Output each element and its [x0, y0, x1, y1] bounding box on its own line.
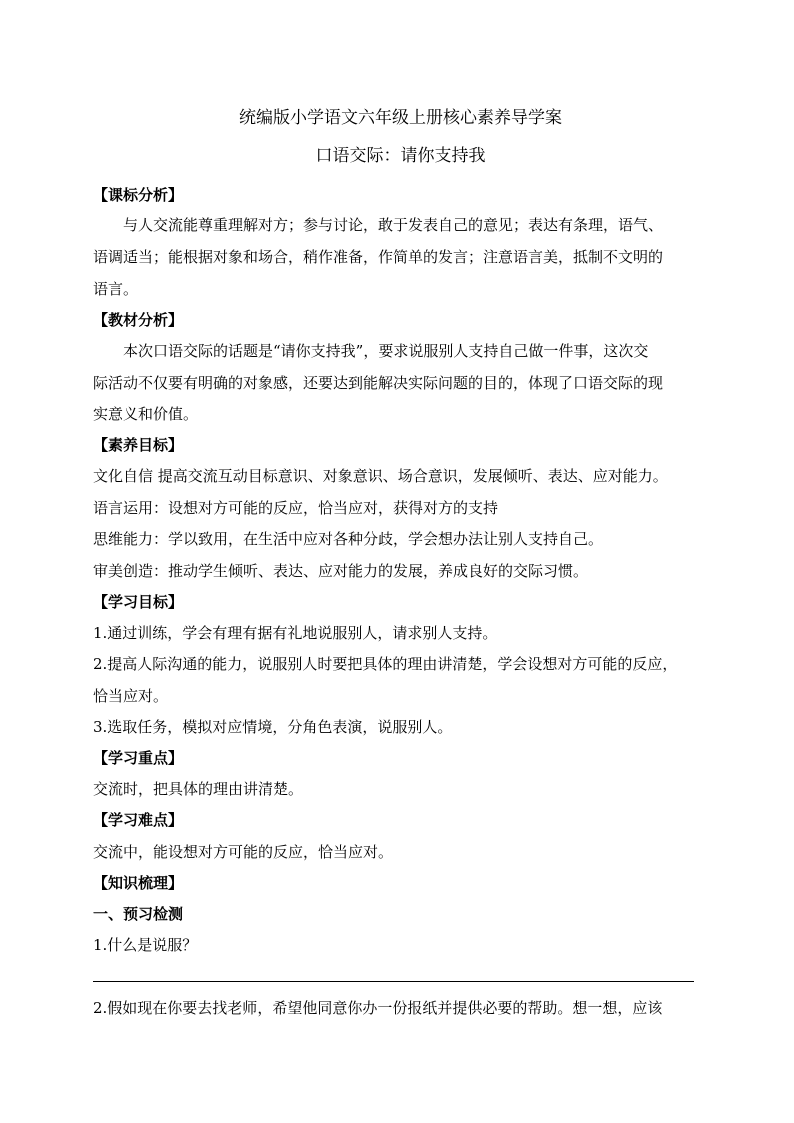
question-1: 1.什么是说服？	[93, 936, 198, 954]
subheading-yuxi: 一、预习检测	[93, 905, 184, 923]
paragraph-line: 文化自信 提高交流互动目标意识、对象意识、场合意识，发展倾听、表达、应对能力。	[93, 467, 668, 485]
paragraph-line: 2.提高人际沟通的能力，说服别人时要把具体的理由讲清楚，学会设想对方可能的反应，	[93, 655, 678, 673]
paragraph-line: 与人交流能尊重理解对方；参与讨论，敢于发表自己的意见；表达有条理，语气、	[123, 216, 664, 234]
answer-blank-line[interactable]	[93, 981, 694, 982]
paragraph-line: 实意义和价值。	[93, 405, 199, 423]
question-2: 2.假如现在你要去找老师，希望他同意你办一份报纸并提供必要的帮助。想一想，应该	[93, 999, 663, 1017]
paragraph-line: 本次口语交际的话题是“请你支持我”，要求说服别人支持自己做一件事，这次交	[123, 342, 649, 360]
document-title: 统编版小学语文六年级上册核心素养导学案	[239, 108, 562, 128]
section-heading-jiaocai: 【教材分析】	[93, 311, 184, 329]
paragraph-line: 语调适当；能根据对象和场合，稍作准备，作简单的发言；注意语言美，抵制不文明的	[93, 248, 664, 266]
paragraph-line: 恰当应对。	[93, 687, 169, 705]
paragraph-line: 思维能力：学以致用，在生活中应对各种分歧，学会想办法让别人支持自己。	[93, 530, 604, 548]
paragraph-line: 语言运用：设想对方可能的反应，恰当应对，获得对方的支持	[93, 499, 499, 517]
section-heading-xuexi-mubiao: 【学习目标】	[93, 593, 184, 611]
paragraph-line: 审美创造：推动学生倾听、表达、应对能力的发展，养成良好的交际习惯。	[93, 562, 589, 580]
paragraph-line: 交流时，把具体的理由讲清楚。	[93, 780, 304, 798]
paragraph-line: 语言。	[93, 280, 139, 298]
section-heading-kebiao: 【课标分析】	[93, 186, 184, 204]
paragraph-line: 1.通过训练，学会有理有据有礼地说服别人，请求别人支持。	[93, 624, 498, 642]
section-heading-zhishi: 【知识梳理】	[93, 874, 184, 892]
section-heading-zhongdian: 【学习重点】	[93, 749, 184, 767]
document-subtitle: 口语交际：请你支持我	[315, 146, 486, 166]
paragraph-line: 交流中，能设想对方可能的反应，恰当应对。	[93, 843, 394, 861]
paragraph-line: 3.选取任务，模拟对应情境，分角色表演，说服别人。	[93, 718, 453, 736]
section-heading-suyang: 【素养目标】	[93, 436, 184, 454]
section-heading-nandian: 【学习难点】	[93, 811, 184, 829]
paragraph-line: 际活动不仅要有明确的对象感，还要达到能解决实际问题的目的，体现了口语交际的现	[93, 374, 664, 392]
